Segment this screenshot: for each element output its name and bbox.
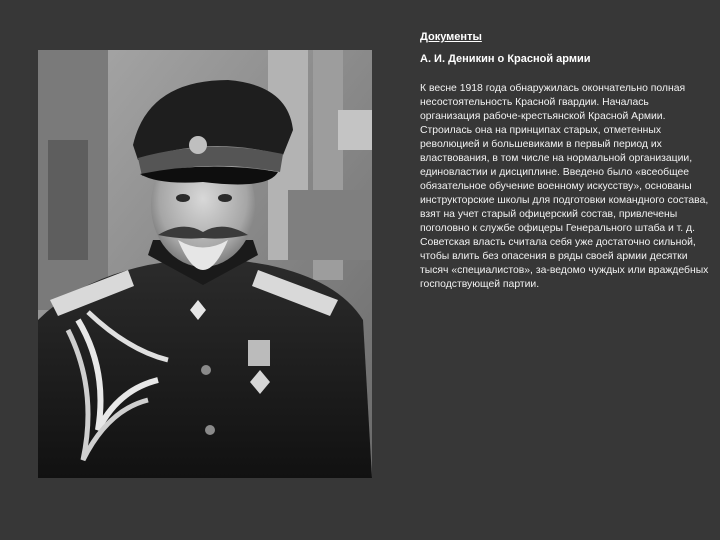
document-body-text: К весне 1918 года обнаружилась окончательно полная несостоятельность Красной гвардии. Началась организация рабоче-крестьянской Красной Армии. Строилась она на принципах старых, отметенных революцией и большевиками в первый период их властвования, в том числе на нормальной организации, единовластии и дисциплине. Введено было «всеобщее обязательное обучение военному искусству», основаны инструкторские школы для подготовки командного состава, взят на учет старый офицерский состав, привлечены поголовно к службе офицеры Генерального штаба и т. д. Советская власть считала себя уже достаточно сильной, чтобы влить без опасения в ряды своей армии десятки тысяч «специалистов», за-ведомо чуждых или враждебных господствующей партии. <box>420 83 709 290</box>
portrait-photo <box>38 50 372 478</box>
document-title: А. И. Деникин о Красной армии <box>420 53 591 65</box>
portrait-illustration <box>38 50 372 478</box>
text-column <box>420 30 710 292</box>
section-title-link[interactable]: Документы <box>420 31 482 43</box>
